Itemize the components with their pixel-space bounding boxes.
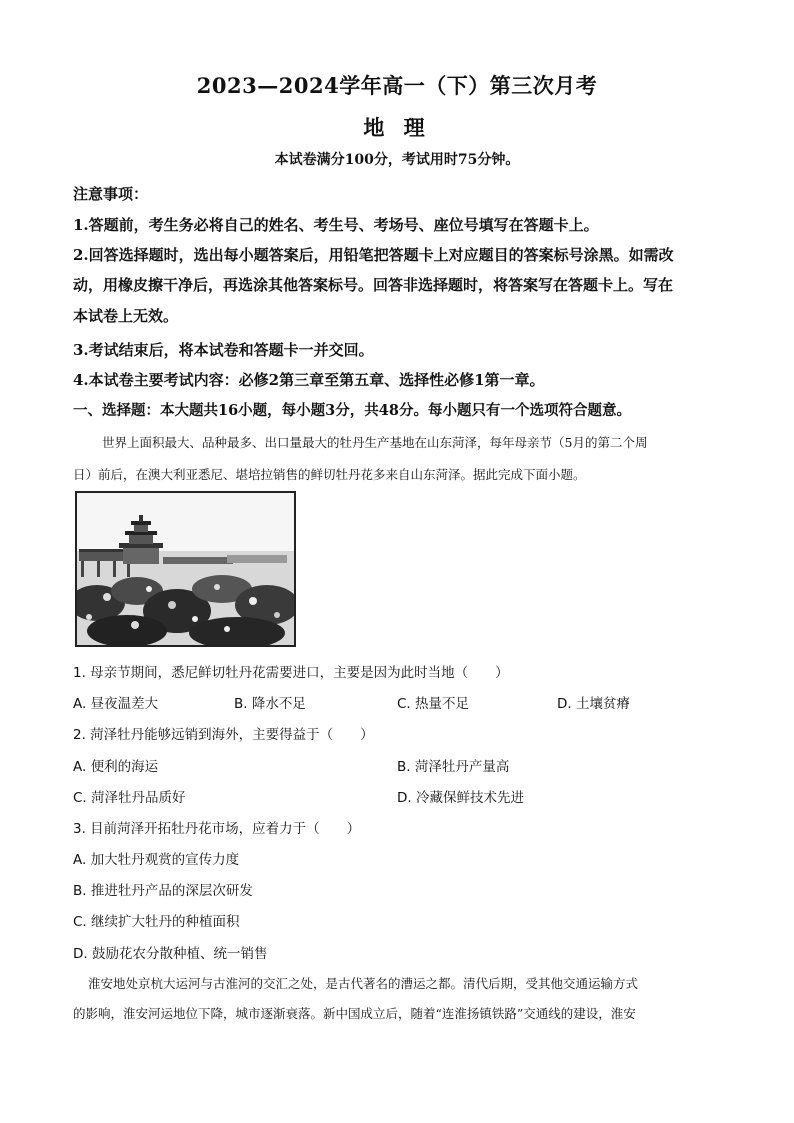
- question-2-option-b[interactable]: B. 菏泽牡丹产量高: [397, 759, 510, 775]
- section-heading: 一、选择题：本大题共16小题，每小题3分，共48分。每小题只有一个选项符合题意。: [73, 402, 631, 419]
- passage-1-line-2: 日）前后，在澳大利亚悉尼、堪培拉销售的鲜切牡丹花多来自山东菏泽。据此完成下面小题。: [73, 467, 586, 482]
- note-item-2-line-2: 动，用橡皮擦干净后，再选涂其他答案标号。回答非选择题时，将答案写在答题卡上。写在: [73, 276, 674, 294]
- question-2-option-a[interactable]: A. 便利的海运: [73, 759, 159, 775]
- question-1-option-c[interactable]: C. 热量不足: [397, 696, 470, 712]
- note-item-4: 4.本试卷主要考试内容：必修2第三章至第五章、选择性必修1第一章。: [73, 371, 545, 389]
- note-item-2-line-1: 2.回答选择题时，选出每小题答案后，用铅笔把答题卡上对应题目的答案标号涂黑。如需改: [73, 246, 674, 264]
- question-1-option-b[interactable]: B. 降水不足: [234, 696, 306, 712]
- question-1-option-a[interactable]: A. 昼夜温差大: [73, 696, 159, 712]
- question-2-option-d[interactable]: D. 冷藏保鲜技术先进: [397, 790, 524, 806]
- question-3-stem: 3. 目前菏泽开拓牡丹花市场，应着力于（ ）: [73, 821, 361, 837]
- question-3-option-d[interactable]: D. 鼓励花农分散种植、统一销售: [73, 946, 268, 962]
- note-item-3: 3.考试结束后，将本试卷和答题卡一并交回。: [73, 341, 374, 359]
- question-2-option-c[interactable]: C. 菏泽牡丹品质好: [73, 790, 186, 806]
- note-item-1: 1.答题前，考生务必将自己的姓名、考生号、考场号、座位号填写在答题卡上。: [73, 216, 599, 234]
- exam-info: 本试卷满分100分，考试用时75分钟。: [274, 152, 520, 168]
- passage-2-line-2: 的影响，淮安河运地位下降，城市逐渐衰落。新中国成立后，随着“连淮扬镇铁路”交通线的建设，淮安: [73, 1006, 636, 1021]
- question-2-stem: 2. 菏泽牡丹能够远销到海外，主要得益于（ ）: [73, 727, 374, 743]
- question-1-stem: 1. 母亲节期间，悉尼鲜切牡丹花需要进口，主要是因为此时当地（ ）: [73, 665, 509, 681]
- exam-title: 2023—2024学年高一（下）第三次月考: [196, 73, 598, 98]
- peony-garden-photo: [75, 491, 296, 647]
- question-1-option-d[interactable]: D. 土壤贫瘠: [557, 696, 630, 712]
- note-item-2-line-3: 本试卷上无效。: [73, 307, 179, 325]
- question-3-option-a[interactable]: A. 加大牡丹观赏的宣传力度: [73, 852, 240, 868]
- passage-2-line-1: 淮安地处京杭大运河与古淮河的交汇之处，是古代著名的漕运之都。清代后期，受其他交通运输方式: [88, 976, 639, 991]
- passage-1-line-1: 世界上面积最大、品种最多、出口量最大的牡丹生产基地在山东菏泽，每年母亲节（5月的第二个周: [102, 435, 648, 450]
- subject-title: 地 理: [363, 115, 431, 140]
- question-3-option-c[interactable]: C. 继续扩大牡丹的种植面积: [73, 914, 240, 930]
- notes-heading: 注意事项：: [73, 185, 149, 203]
- question-3-option-b[interactable]: B. 推进牡丹产品的深层次研发: [73, 883, 253, 899]
